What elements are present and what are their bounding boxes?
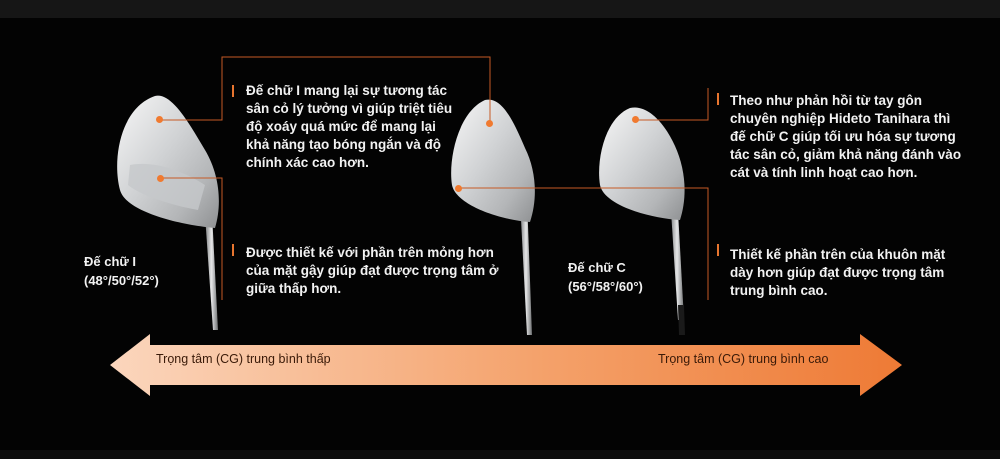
i-sole-design-note: Được thiết kế với phần trên mỏng hơn của mặt gậy giúp đạt được trọng tâm ở giữa thấp hơn. — [246, 245, 499, 296]
cg-marker-dot — [486, 120, 493, 127]
cg-marker-dot — [157, 175, 164, 182]
cg-marker-dot — [455, 185, 462, 192]
wedge-club-1 — [117, 96, 219, 330]
wedge-club-2 — [451, 100, 535, 335]
cg-marker-dot — [632, 116, 639, 123]
c-sole-design-note: Thiết kế phần trên của khuôn mặt dày hơn giúp đạt được trọng tâm trung bình cao. — [730, 247, 946, 298]
cg-high-label: Trọng tâm (CG) trung bình cao — [658, 352, 829, 366]
cg-low-label: Trọng tâm (CG) trung bình thấp — [156, 352, 331, 366]
bottom-bar — [0, 450, 1000, 459]
i-sole-description: Đế chữ I mang lại sự tương tác sân cỏ lý tưởng vì giúp triệt tiêu độ xoáy quá mức để mang lại khả năng tạo bóng ngắn và độ chính xác cao hơn. — [246, 83, 453, 170]
i-sole-label: Đế chữ I (48°/50°/52°) — [84, 254, 159, 288]
cg-marker-dot — [156, 116, 163, 123]
c-sole-label: Đế chữ C (56°/58°/60°) — [568, 260, 643, 294]
wedge-club-3 — [599, 107, 685, 335]
c-sole-description: Theo như phản hồi từ tay gôn chuyên nghiệp Hideto Tanihara thì đế chữ C giúp tối ưu hóa sự tương tác sân cỏ, giảm khả năng đánh vào cát và tính linh hoạt cao hơn. — [730, 93, 962, 180]
